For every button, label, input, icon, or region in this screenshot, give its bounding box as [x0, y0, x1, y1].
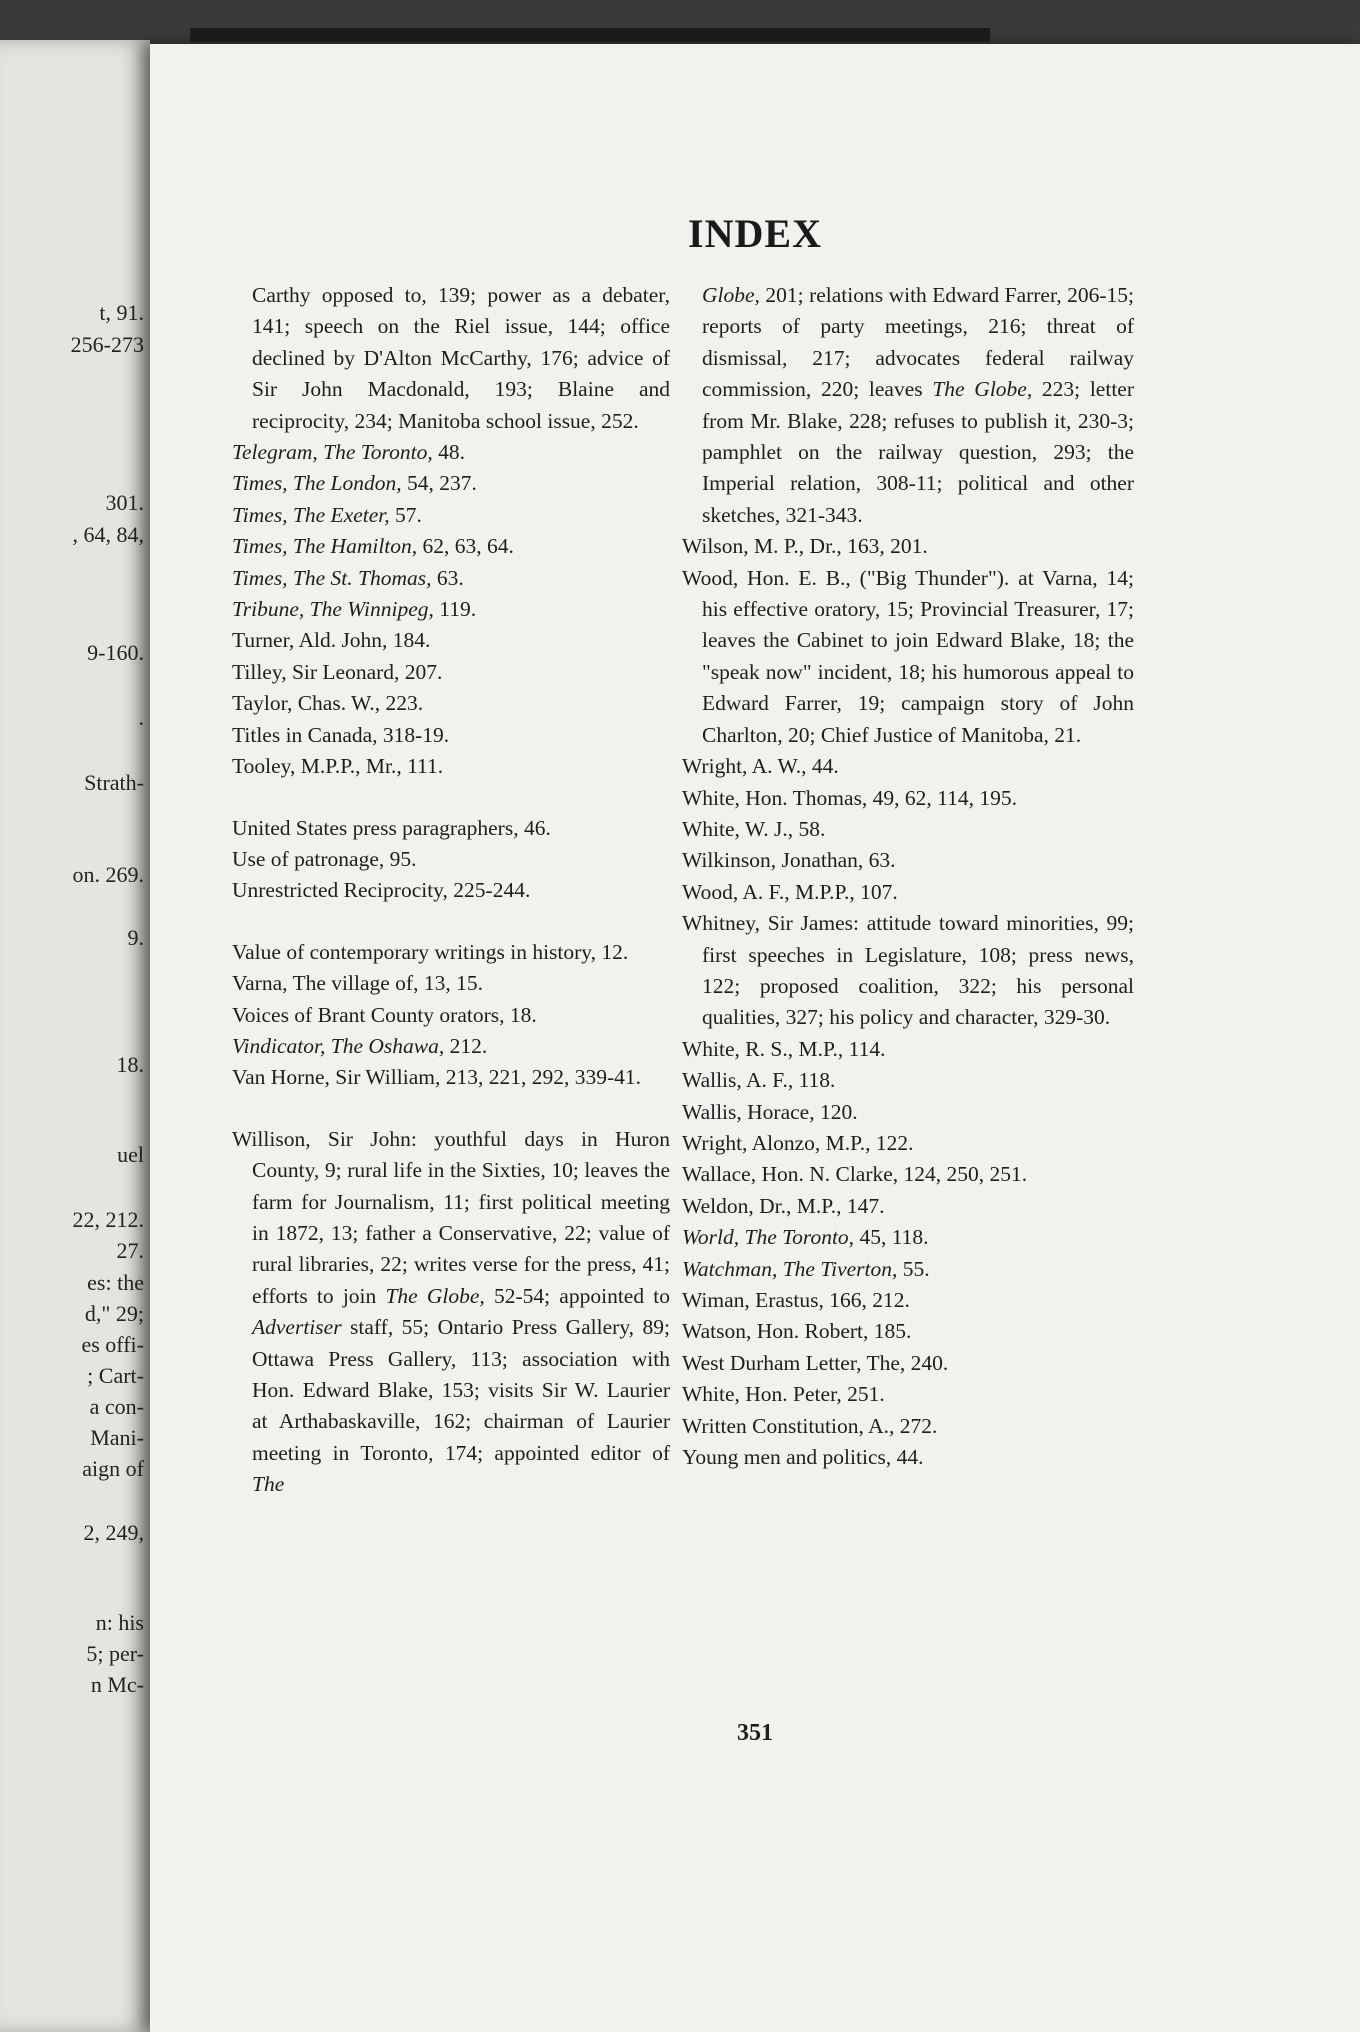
index-entry: [682, 908, 1134, 1034]
index-entry-italic-text: Globe,: [702, 283, 760, 307]
index-entry: [682, 1285, 1134, 1316]
index-entry-text: Van Horne, Sir William, 213, 221, 292, 339-41.: [232, 1065, 641, 1090]
index-entry-italic-text: Times, The St. Thomas,: [232, 565, 432, 590]
index-entry-text: Tooley, M.P.P., Mr., 111.: [232, 754, 444, 779]
index-entry: [682, 1442, 1134, 1473]
left-page-text-fragment: d," 29;: [84, 1301, 144, 1326]
index-entry: [232, 875, 670, 906]
left-page-text-fragment: a con-: [89, 1394, 144, 1419]
index-entry-text: Wood, Hon. E. B., ("Big Thunder"). at Varna, 14; his effective oratory, 15; Provincial Treasurer, 17; leaves the Cabinet to join Edward Blake, 18; the "speak now" incident, 18; his humorous appeal to Edward Farrer, 19; campaign story of John Charlton, 20; Chief Justice of Manitoba, 21.: [682, 565, 1134, 747]
index-entry-text: Wright, A. W., 44.: [682, 754, 839, 779]
index-entry: [232, 720, 670, 751]
index-entry-text: Taylor, Chas. W., 223.: [232, 691, 424, 716]
index-entry-italic-text: Watchman, The Tiverton,: [682, 1256, 898, 1281]
index-entry-text: Weldon, Dr., M.P., 147.: [682, 1193, 885, 1218]
left-page-text-fragment: Mani-: [90, 1425, 144, 1450]
index-entry-text: staff, 55; Ontario Press Gallery, 89; Ottawa Press Gallery, 113; association with Hon. Edward Blake, 153; visits Sir W. Laurier at Arthabaskaville, 162; chairman of Laurier meeting in Toronto, 174; appointed editor of: [252, 1315, 670, 1465]
index-entry: [682, 280, 1134, 531]
index-entry: [232, 937, 670, 968]
index-entry: [232, 844, 670, 875]
index-entry-text: Tilley, Sir Leonard, 207.: [232, 659, 443, 684]
index-entry: [682, 1348, 1134, 1379]
index-entry: [232, 437, 670, 468]
index-entry: [682, 1379, 1134, 1410]
index-entry-text: Titles in Canada, 318-19.: [232, 722, 450, 747]
index-entry-italic-text: Telegram, The Toronto,: [232, 440, 433, 465]
book-top-edge: [190, 28, 990, 42]
left-page-text-fragment: es offi-: [81, 1332, 144, 1357]
index-entry: [682, 1316, 1134, 1347]
index-entry-text: Watson, Hon. Robert, 185.: [682, 1319, 912, 1344]
index-entry: [682, 751, 1134, 782]
index-column-right: [682, 280, 1134, 1473]
index-entry-text: West Durham Letter, The, 240.: [682, 1350, 949, 1375]
index-entry-text: Use of patronage, 95.: [232, 846, 417, 871]
index-entry-text: 119.: [433, 597, 477, 622]
index-entry-text: Young men and politics, 44.: [682, 1445, 924, 1470]
index-entry-text: Wallis, Horace, 120.: [682, 1099, 858, 1124]
index-entry-text: 57.: [389, 502, 422, 527]
left-page-text-fragment: aign of: [82, 1456, 144, 1481]
index-entry-text: Varna, The village of, 13, 15.: [232, 971, 483, 996]
index-entry-italic-text: The Globe,: [385, 1283, 485, 1308]
index-entry: [682, 845, 1134, 876]
index-entry: [232, 657, 670, 688]
index-entry: [232, 531, 670, 562]
index-entry-text: Voices of Brant County orators, 18.: [232, 1002, 537, 1027]
index-entry-text: Willison, Sir John: youthful days in Huron County, 9; rural life in the Sixties, 10; leaves the farm for Journalism, 11; first political meeting in 1872, 13; father a Conservative, 22; value of rural libraries, 22; writes verse for the press, 41; efforts to join: [232, 1126, 670, 1308]
index-entry-text: Wiman, Erastus, 166, 212.: [682, 1288, 910, 1312]
index-entry: [682, 531, 1134, 562]
index-entry-text: 62, 63, 64.: [417, 534, 514, 559]
left-page-text-fragment: 9.: [127, 925, 144, 950]
left-page-text-fragment: n: his: [95, 1610, 144, 1635]
left-page-text-fragment: .: [138, 705, 144, 730]
index-entry-italic-text: The Globe,: [932, 377, 1033, 402]
index-entry: [682, 877, 1134, 908]
index-entry-text: Whitney, Sir James: attitude toward minorities, 99; first speeches in Legislature, 108; press news, 122; proposed coalition, 322; his personal qualities, 327; his policy and character, 329-30.: [682, 911, 1134, 1030]
left-page-text-fragment: 27.: [116, 1238, 144, 1263]
index-entry: [682, 1191, 1134, 1222]
index-entry: [232, 813, 670, 844]
index-entry: [232, 1000, 670, 1031]
index-entry-italic-text: Times, The London,: [232, 471, 402, 496]
index-entry-text: Wilkinson, Jonathan, 63.: [682, 848, 896, 873]
index-entry-text: 212.: [444, 1033, 488, 1058]
left-page-text-fragment: 9-160.: [87, 640, 144, 665]
index-entry: [232, 563, 670, 594]
left-page-text-fragment: es: the: [87, 1270, 144, 1295]
index-entry: [682, 1411, 1134, 1442]
left-page-text-fragment: 22, 212.: [72, 1207, 144, 1232]
left-page-text-fragment: t, 91.: [99, 300, 144, 325]
left-page-text-fragment: uel: [117, 1142, 144, 1167]
index-entry-italic-text: Advertiser: [252, 1315, 342, 1340]
index-entry-text: 48.: [432, 440, 465, 465]
index-entry-italic-text: The: [252, 1472, 285, 1497]
index-entry: [682, 1128, 1134, 1159]
left-page-text-fragment: 2, 249,: [83, 1520, 144, 1545]
index-entry-text: Wallace, Hon. N. Clarke, 124, 250, 251.: [682, 1162, 1028, 1187]
index-entry: [232, 1031, 670, 1062]
index-entry: [232, 751, 670, 782]
index-entry-text: White, W. J., 58.: [682, 816, 826, 841]
left-page-text-fragment: 256-273: [70, 332, 144, 357]
index-entry-italic-text: Vindicator, The Oshawa,: [232, 1033, 445, 1058]
index-entry-italic-text: Times, The Exeter,: [232, 502, 390, 527]
index-entry: [682, 1159, 1134, 1190]
index-entry-text: 45, 118.: [854, 1225, 929, 1250]
index-entry: [232, 468, 670, 499]
index-entry: [232, 1124, 670, 1501]
index-entry: [232, 968, 670, 999]
index-entry-text: United States press paragraphers, 46.: [232, 815, 551, 840]
page-number: 351: [737, 1720, 773, 1746]
left-page-text-fragment: Strath-: [84, 770, 144, 795]
left-page-text-fragment: n Mc-: [90, 1672, 144, 1697]
index-entry-text: Turner, Ald. John, 184.: [232, 628, 431, 653]
index-entry: [682, 1222, 1134, 1253]
index-entry-text: Written Constitution, A., 272.: [682, 1413, 938, 1438]
left-page-text-fragment: 5; per-: [86, 1641, 144, 1666]
index-entry-text: White, Hon. Peter, 251.: [682, 1382, 885, 1407]
index-entry: [682, 814, 1134, 845]
index-entry: [232, 500, 670, 531]
index-entry-italic-text: Times, The Hamilton,: [232, 534, 418, 559]
left-page-fragment: [0, 40, 150, 2032]
index-entry-text: 201; relations with Edward Farrer, 206-15; reports of party meetings, 216; threat of dismissal, 217; advocates federal railway commission, 220; leaves: [702, 283, 1134, 402]
index-entry-text: 54, 237.: [401, 471, 477, 496]
index-entry: [232, 594, 670, 625]
index-entry: [682, 1254, 1134, 1285]
index-entry: [232, 688, 670, 719]
index-entry-text: Wilson, M. P., Dr., 163, 201.: [682, 534, 928, 559]
index-entry: [682, 1065, 1134, 1096]
index-entry-text: White, Hon. Thomas, 49, 62, 114, 195.: [682, 785, 1018, 810]
left-page-text-fragment: 18.: [116, 1052, 144, 1077]
index-entry-text: 52-54; appointed to: [484, 1283, 671, 1308]
index-entry-text: Wood, A. F., M.P.P., 107.: [682, 879, 898, 904]
index-entry-text: Value of contemporary writings in history, 12.: [232, 939, 629, 964]
index-entry-text: Carthy opposed to, 139; power as a debater, 141; speech on the Riel issue, 144; office declined by D'Alton McCarthy, 176; advice of Sir John Macdonald, 193; Blaine and reciprocity, 234; Manitoba school issue, 252.: [252, 283, 670, 433]
index-entry-text: White, R. S., M.P., 114.: [682, 1036, 886, 1061]
index-entry-text: Wallis, A. F., 118.: [682, 1068, 836, 1093]
left-page-text-fragment: ; Cart-: [87, 1363, 144, 1388]
index-entry-text: 63.: [431, 565, 464, 590]
index-entry-text: 223; letter from Mr. Blake, 228; refuses to publish it, 230-3; pamphlet on the railway question, 293; the Imperial relation, 308-11; political and other sketches, 321-343.: [702, 377, 1135, 527]
index-entry-text: Unrestricted Reciprocity, 225-244.: [232, 878, 531, 903]
index-entry: [682, 783, 1134, 814]
index-entry-italic-text: Tribune, The Winnipeg,: [232, 597, 434, 622]
index-entry: [682, 1097, 1134, 1128]
page-title: INDEX: [688, 211, 822, 256]
index-entry: [232, 625, 670, 656]
index-entry-italic-text: World, The Toronto,: [682, 1225, 855, 1250]
index-entry: [682, 1034, 1134, 1065]
left-page-text-fragment: , 64, 84,: [72, 522, 144, 547]
index-entry: [682, 563, 1134, 751]
index-entry: [232, 280, 670, 437]
index-entry-text: 55.: [897, 1256, 930, 1281]
left-page-text-fragment: on. 269.: [72, 862, 144, 887]
index-entry: [232, 1062, 670, 1093]
index-column-left: [232, 280, 670, 1501]
index-entry-text: Wright, Alonzo, M.P., 122.: [682, 1130, 914, 1155]
left-page-text-fragment: 301.: [105, 490, 144, 515]
